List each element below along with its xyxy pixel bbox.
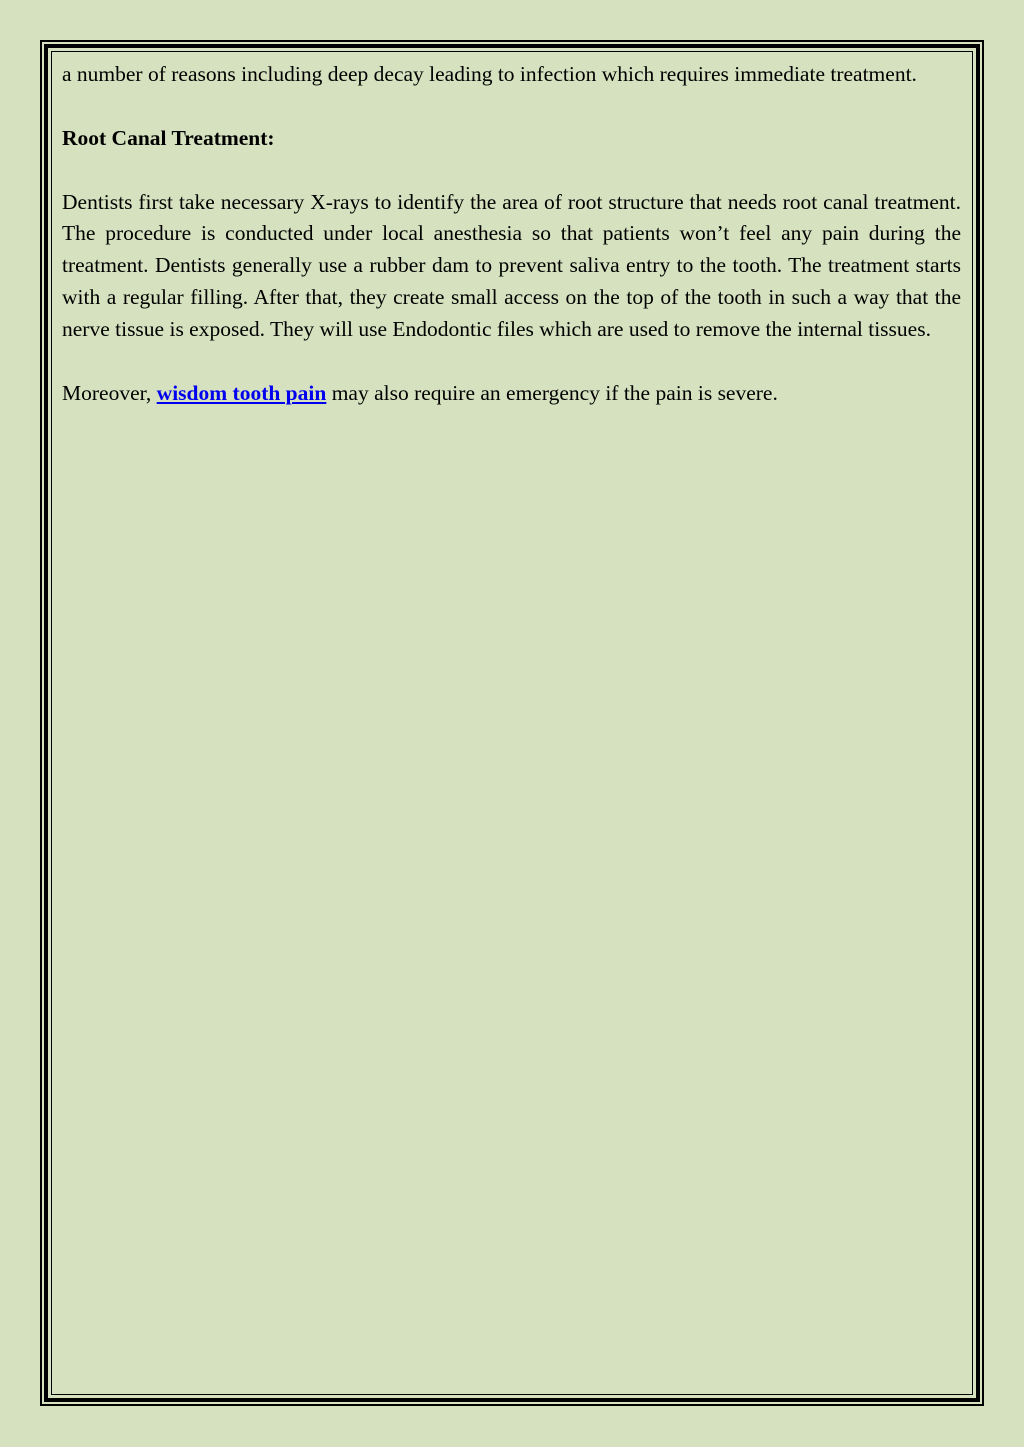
body-paragraph: Dentists first take necessary X-rays to identify the area of root structure that needs root canal treatment. The procedure is conducted under local anesthesia so that patients won’t feel any pain during the treatment. Dentists generally use a rubber dam to prevent saliva entry to the tooth. The treatment starts with a regular filling. After that, they create small access on the top of the tooth in such a way that the nerve tissue is exposed. They will use Endodontic files which are used to remove the internal tissues. (62, 189, 961, 341)
paragraph-spacer (62, 155, 961, 187)
closing-paragraph (62, 378, 961, 410)
paragraph-spacer (62, 346, 961, 378)
wisdom-tooth-pain-link[interactable]: wisdom tooth pain (156, 380, 327, 405)
document-content (62, 59, 961, 409)
closing-suffix: may also require an emergency if the pain is severe. (326, 380, 778, 405)
section-heading: Root Canal Treatment: (62, 125, 275, 150)
intro-paragraph: a number of reasons including deep decay leading to infection which requires immediate treatment. (62, 62, 917, 86)
paragraph-spacer (62, 91, 961, 123)
closing-prefix: Moreover, (62, 380, 157, 405)
